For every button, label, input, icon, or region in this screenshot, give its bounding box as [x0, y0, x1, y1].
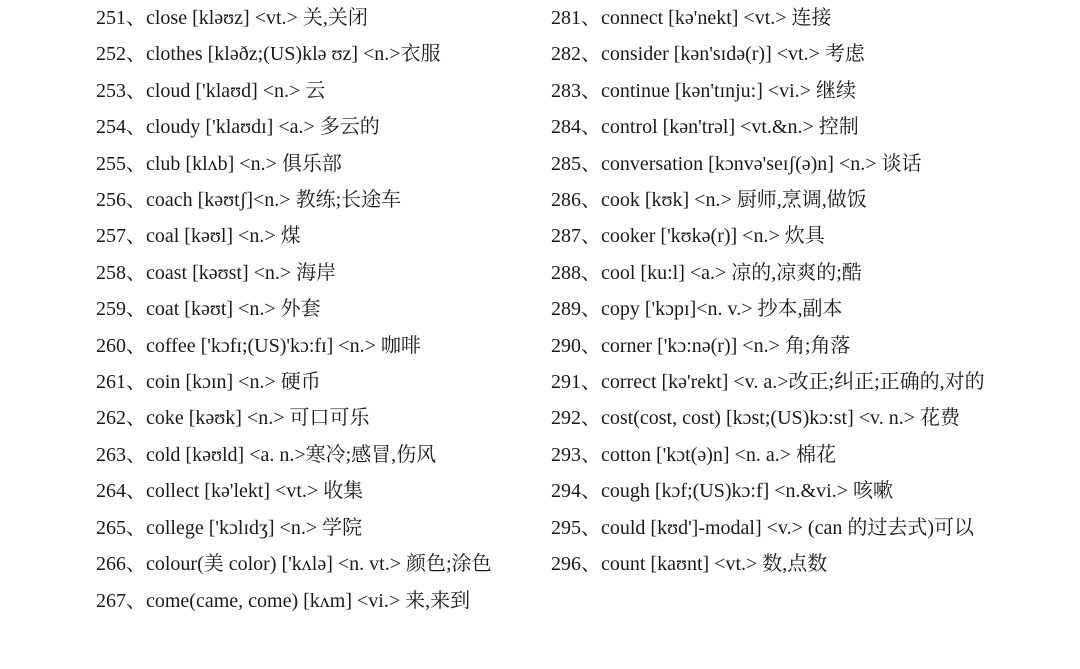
vocab-entry: 285、conversation [kɔnvə'seɪʃ(ə)n] <n.> 谈话: [551, 152, 922, 175]
vocab-entry: 263、cold [kəʊld] <a. n.>寒冷;感冒,伤风: [96, 443, 437, 466]
left-column: [96, 0, 506, 619]
vocab-entry: 292、cost(cost, cost) [kɔst;(US)kɔ:st] <v. n.> 花费: [551, 407, 960, 430]
vocab-entry: 254、cloudy ['klaʊdɪ] <a.> 多云的: [96, 116, 380, 139]
vocab-entry: 262、coke [kəʊk] <n.> 可口可乐: [96, 407, 370, 430]
vocab-entry: 259、coat [kəʊt] <n.> 外套: [96, 298, 321, 321]
vocab-entry: 284、control [kən'trəl] <vt.&n.> 控制: [551, 116, 859, 139]
vocab-entry: 265、college ['kɔlɪdʒ] <n.> 学院: [96, 516, 363, 539]
vocab-entry: 261、coin [kɔɪn] <n.> 硬币: [96, 371, 321, 394]
vocab-entry: 252、clothes [kləðz;(US)klə ʊz] <n.>衣服: [96, 43, 441, 66]
vocab-entry: 296、count [kaʊnt] <vt.> 数,点数: [551, 553, 828, 576]
vocab-entry: 251、close [kləʊz] <vt.> 关,关闭: [96, 7, 368, 29]
vocab-entry: 264、collect [kə'lekt] <vt.> 收集: [96, 480, 364, 503]
vocab-entry: 288、cool [ku:l] <a.> 凉的,凉爽的;酷: [551, 261, 862, 284]
vocab-entry: 266、colour(美 color) ['kʌlə] <n. vt.> 颜色;涂色: [96, 553, 492, 576]
vocab-entry: 291、correct [kə'rekt] <v. a.>改正;纠正;正确的,对的: [551, 371, 985, 394]
vocab-entry: 260、coffee ['kɔfɪ;(US)'kɔ:fɪ] <n.> 咖啡: [96, 334, 421, 357]
vocab-entry: 256、coach [kəʊtʃ]<n.> 教练;长途车: [96, 189, 402, 212]
vocab-entry: 281、connect [kə'nekt] <vt.> 连接: [551, 7, 832, 29]
vocab-entry: 286、cook [kʊk] <n.> 厨师,烹调,做饭: [551, 189, 867, 212]
vocab-entry: 290、corner ['kɔ:nə(r)] <n.> 角;角落: [551, 334, 851, 357]
vocab-entry: 295、could [kʊd']-modal] <v.> (can 的过去式)可以: [551, 516, 974, 539]
vocab-entry: 253、cloud ['klaʊd] <n.> 云: [96, 79, 326, 102]
vocab-entry: 287、cooker ['kʊkə(r)] <n.> 炊具: [551, 225, 825, 248]
vocab-entry: 293、cotton ['kɔt(ə)n] <n. a.> 棉花: [551, 443, 836, 466]
vocab-entry: 294、cough [kɔf;(US)kɔ:f] <n.&vi.> 咳嗽: [551, 480, 893, 503]
vocab-entry: 267、come(came, come) [kʌm] <vi.> 来,来到: [96, 589, 471, 612]
vocab-entry: 282、consider [kən'sɪdə(r)] <vt.> 考虑: [551, 43, 865, 66]
vocab-entry: 289、copy ['kɔpɪ]<n. v.> 抄本,副本: [551, 298, 843, 321]
vocab-entry: 257、coal [kəʊl] <n.> 煤: [96, 225, 301, 248]
right-column: [551, 0, 996, 583]
vocab-entry: 255、club [klʌb] <n.> 俱乐部: [96, 152, 342, 175]
vocab-entry: 283、continue [kən'tɪnju:] <vi.> 继续: [551, 79, 857, 102]
vocab-entry: 258、coast [kəʊst] <n.> 海岸: [96, 261, 337, 284]
